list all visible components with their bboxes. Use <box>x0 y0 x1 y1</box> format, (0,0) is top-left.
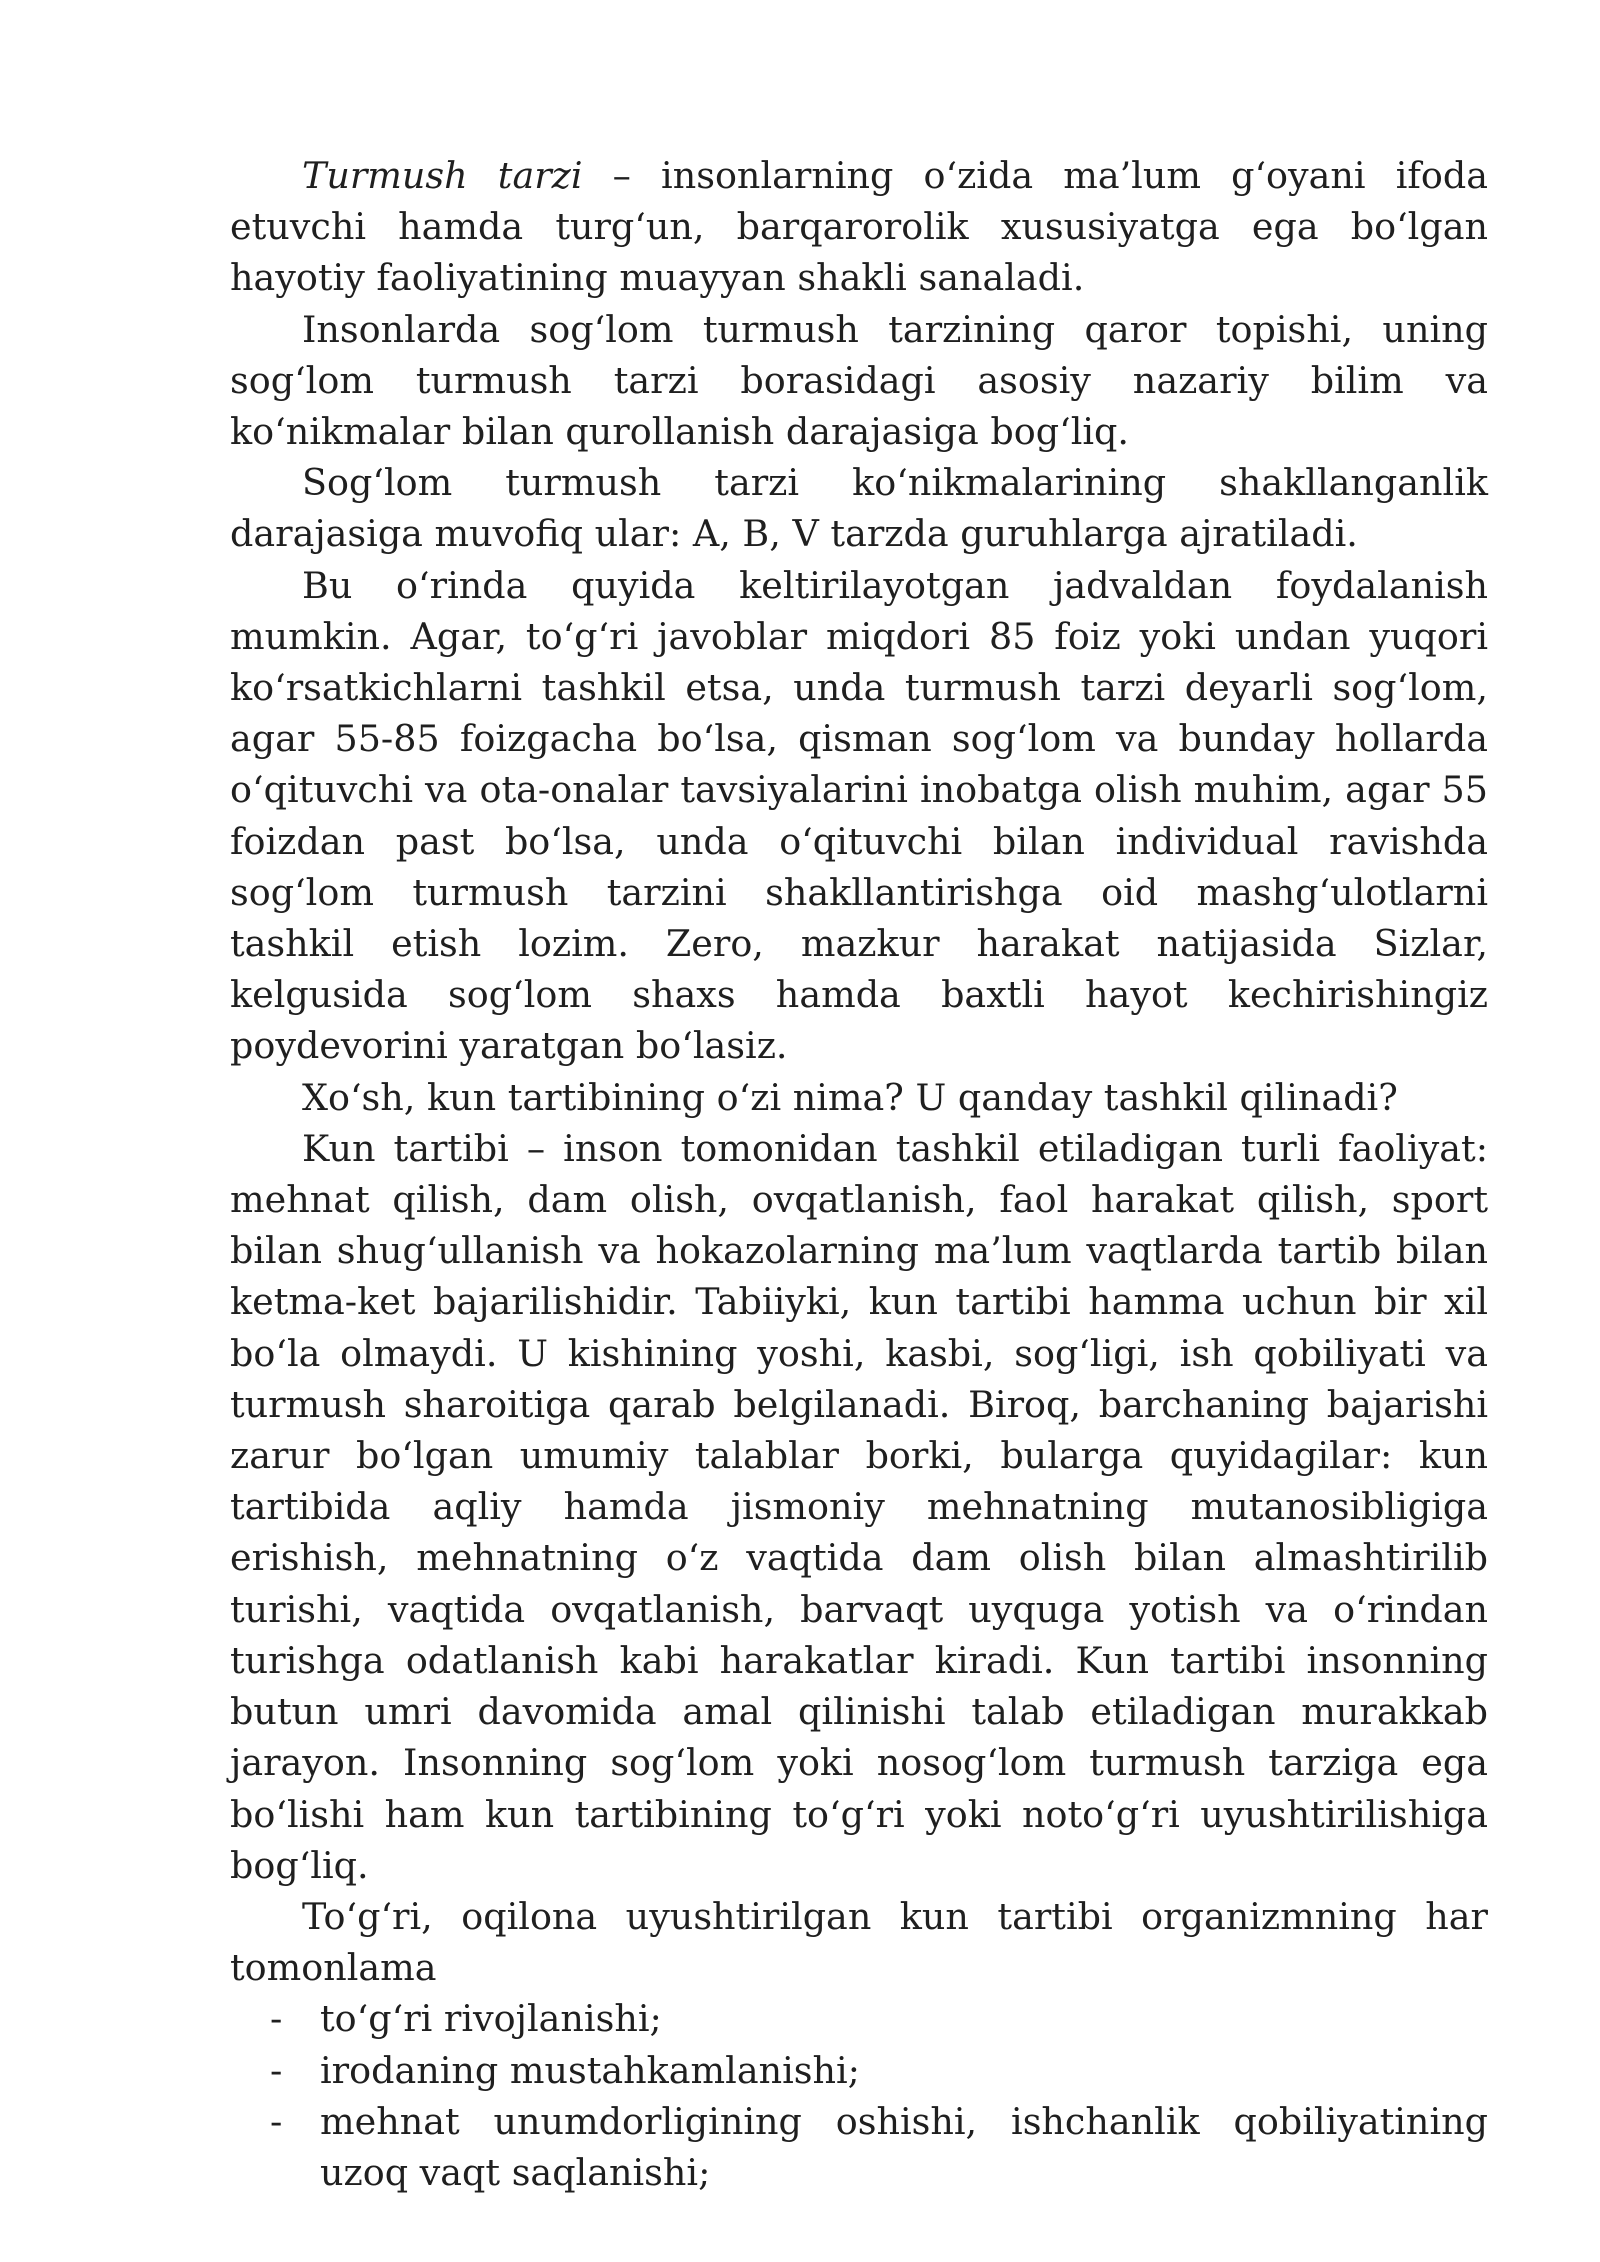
paragraph-question: Xo‘sh, kun tartibining o‘zi nima? U qanday tashkil qilinadi? <box>302 1075 1398 1119</box>
list-item <box>230 1993 1488 2044</box>
list-item <box>230 2096 1488 2198</box>
paragraph-konikmalar-guruhlar: Sog‘lom turmush tarzi ko‘nikmalarining shakllanganlik darajasiga muvofiq ular: A, B, V tarzda guruhlarga ajratiladi. <box>230 461 1488 556</box>
bullet-list <box>230 1993 1488 2198</box>
dash-marker: - <box>270 1997 283 2041</box>
paragraph-kun-tartibi: Kun tartibi – inson tomonidan tashkil etiladigan turli faoliyat: mehnat qilish, dam olish, ovqatlanish, faol harakat qilish, sport bilan shug‘ullanish va hokazolarning ma’lum vaqtlarda tartib bilan ketma-ket bajarilishidir. Tabiiyki, kun tartibi hamma uchun bir xil bo‘la olmaydi. U kishining yoshi, kasbi, sog‘ligi, ish qobiliyati va turmush sharoitiga qarab belgilanadi. Biroq, barchaning bajarishi zarur bo‘lgan umumiy talablar borki, bularga quyidagilar: kun tartibida aqliy hamda jismoniy mehnatning mutanosibligiga erishish, mehnatning o‘z vaqtida dam olish bilan almashtirilib turishi, vaqtida ovqatlanish, barvaqt uyquga yotish va o‘rindan turishga odatlanish kabi harakatlar kiradi. Kun tartibi insonning butun umri davomida amal qilinishi talab etiladigan murakkab jarayon. Insonning sog‘lom yoki nosog‘lom turmush tarziga ega bo‘lishi ham kun tartibining to‘g‘ri yoki noto‘g‘ri uyushtirilishiga bog‘liq. <box>230 1126 1488 1887</box>
term-italic: Turmush tarzi <box>302 154 583 197</box>
paragraph-jadval-foiz: Bu o‘rinda quyida keltirilayotgan jadvaldan foydalanish mumkin. Agar, to‘g‘ri javoblar miqdori 85 foiz yoki undan yuqori ko‘rsatkichlarni tashkil etsa, unda turmush tarzi deyarli sog‘lom, agar 55-85 foizgacha bo‘lsa, qisman sog‘lom va bunday hollarda o‘qituvchi va ota-onalar tavsiyalarini inobatga olish muhim, agar 55 foizdan past bo‘lsa, unda o‘qituvchi bilan individual ravishda sog‘lom turmush tarzini shakllantirishga oid mashg‘ulotlarni tashkil etish lozim. Zero, mazkur harakat natijasida Sizlar, kelgusida sog‘lom shaxs hamda baxtli hayot kechirishingiz poydevorini yaratgan bo‘lasiz. <box>230 563 1488 1068</box>
list-item <box>230 2045 1488 2096</box>
document-page <box>230 150 1488 2198</box>
list-item-text: to‘g‘ri rivojlanishi; <box>320 1997 662 2041</box>
dash-marker: - <box>270 2048 283 2092</box>
paragraph-turmush-tarzi-definition <box>230 150 1488 304</box>
paragraph-soglom-turmush: Insonlarda sog‘lom turmush tarzining qaror topishi, uning sog‘lom turmush tarzi borasidagi asosiy nazariy bilim va ko‘nikmalar bilan qurollanish darajasiga bog‘liq. <box>230 307 1488 454</box>
definition-text: – insonlarning o‘zida ma’lum g‘oyani ifoda etuvchi hamda turg‘un, barqarorolik xususiyatga ega bo‘lgan hayotiy faoliyatining muayyan shakli sanaladi. <box>230 154 1488 300</box>
list-item-text: mehnat unumdorligining oshishi, ishchanlik qobiliyatining uzoq vaqt saqlanishi; <box>320 2099 1488 2194</box>
dash-marker: - <box>270 2099 283 2143</box>
paragraph-organizm-intro: To‘g‘ri, oqilona uyushtirilgan kun tartibi organizmning har tomonlama <box>230 1894 1488 1990</box>
list-item-text: irodaning mustahkamlanishi; <box>320 2048 860 2092</box>
